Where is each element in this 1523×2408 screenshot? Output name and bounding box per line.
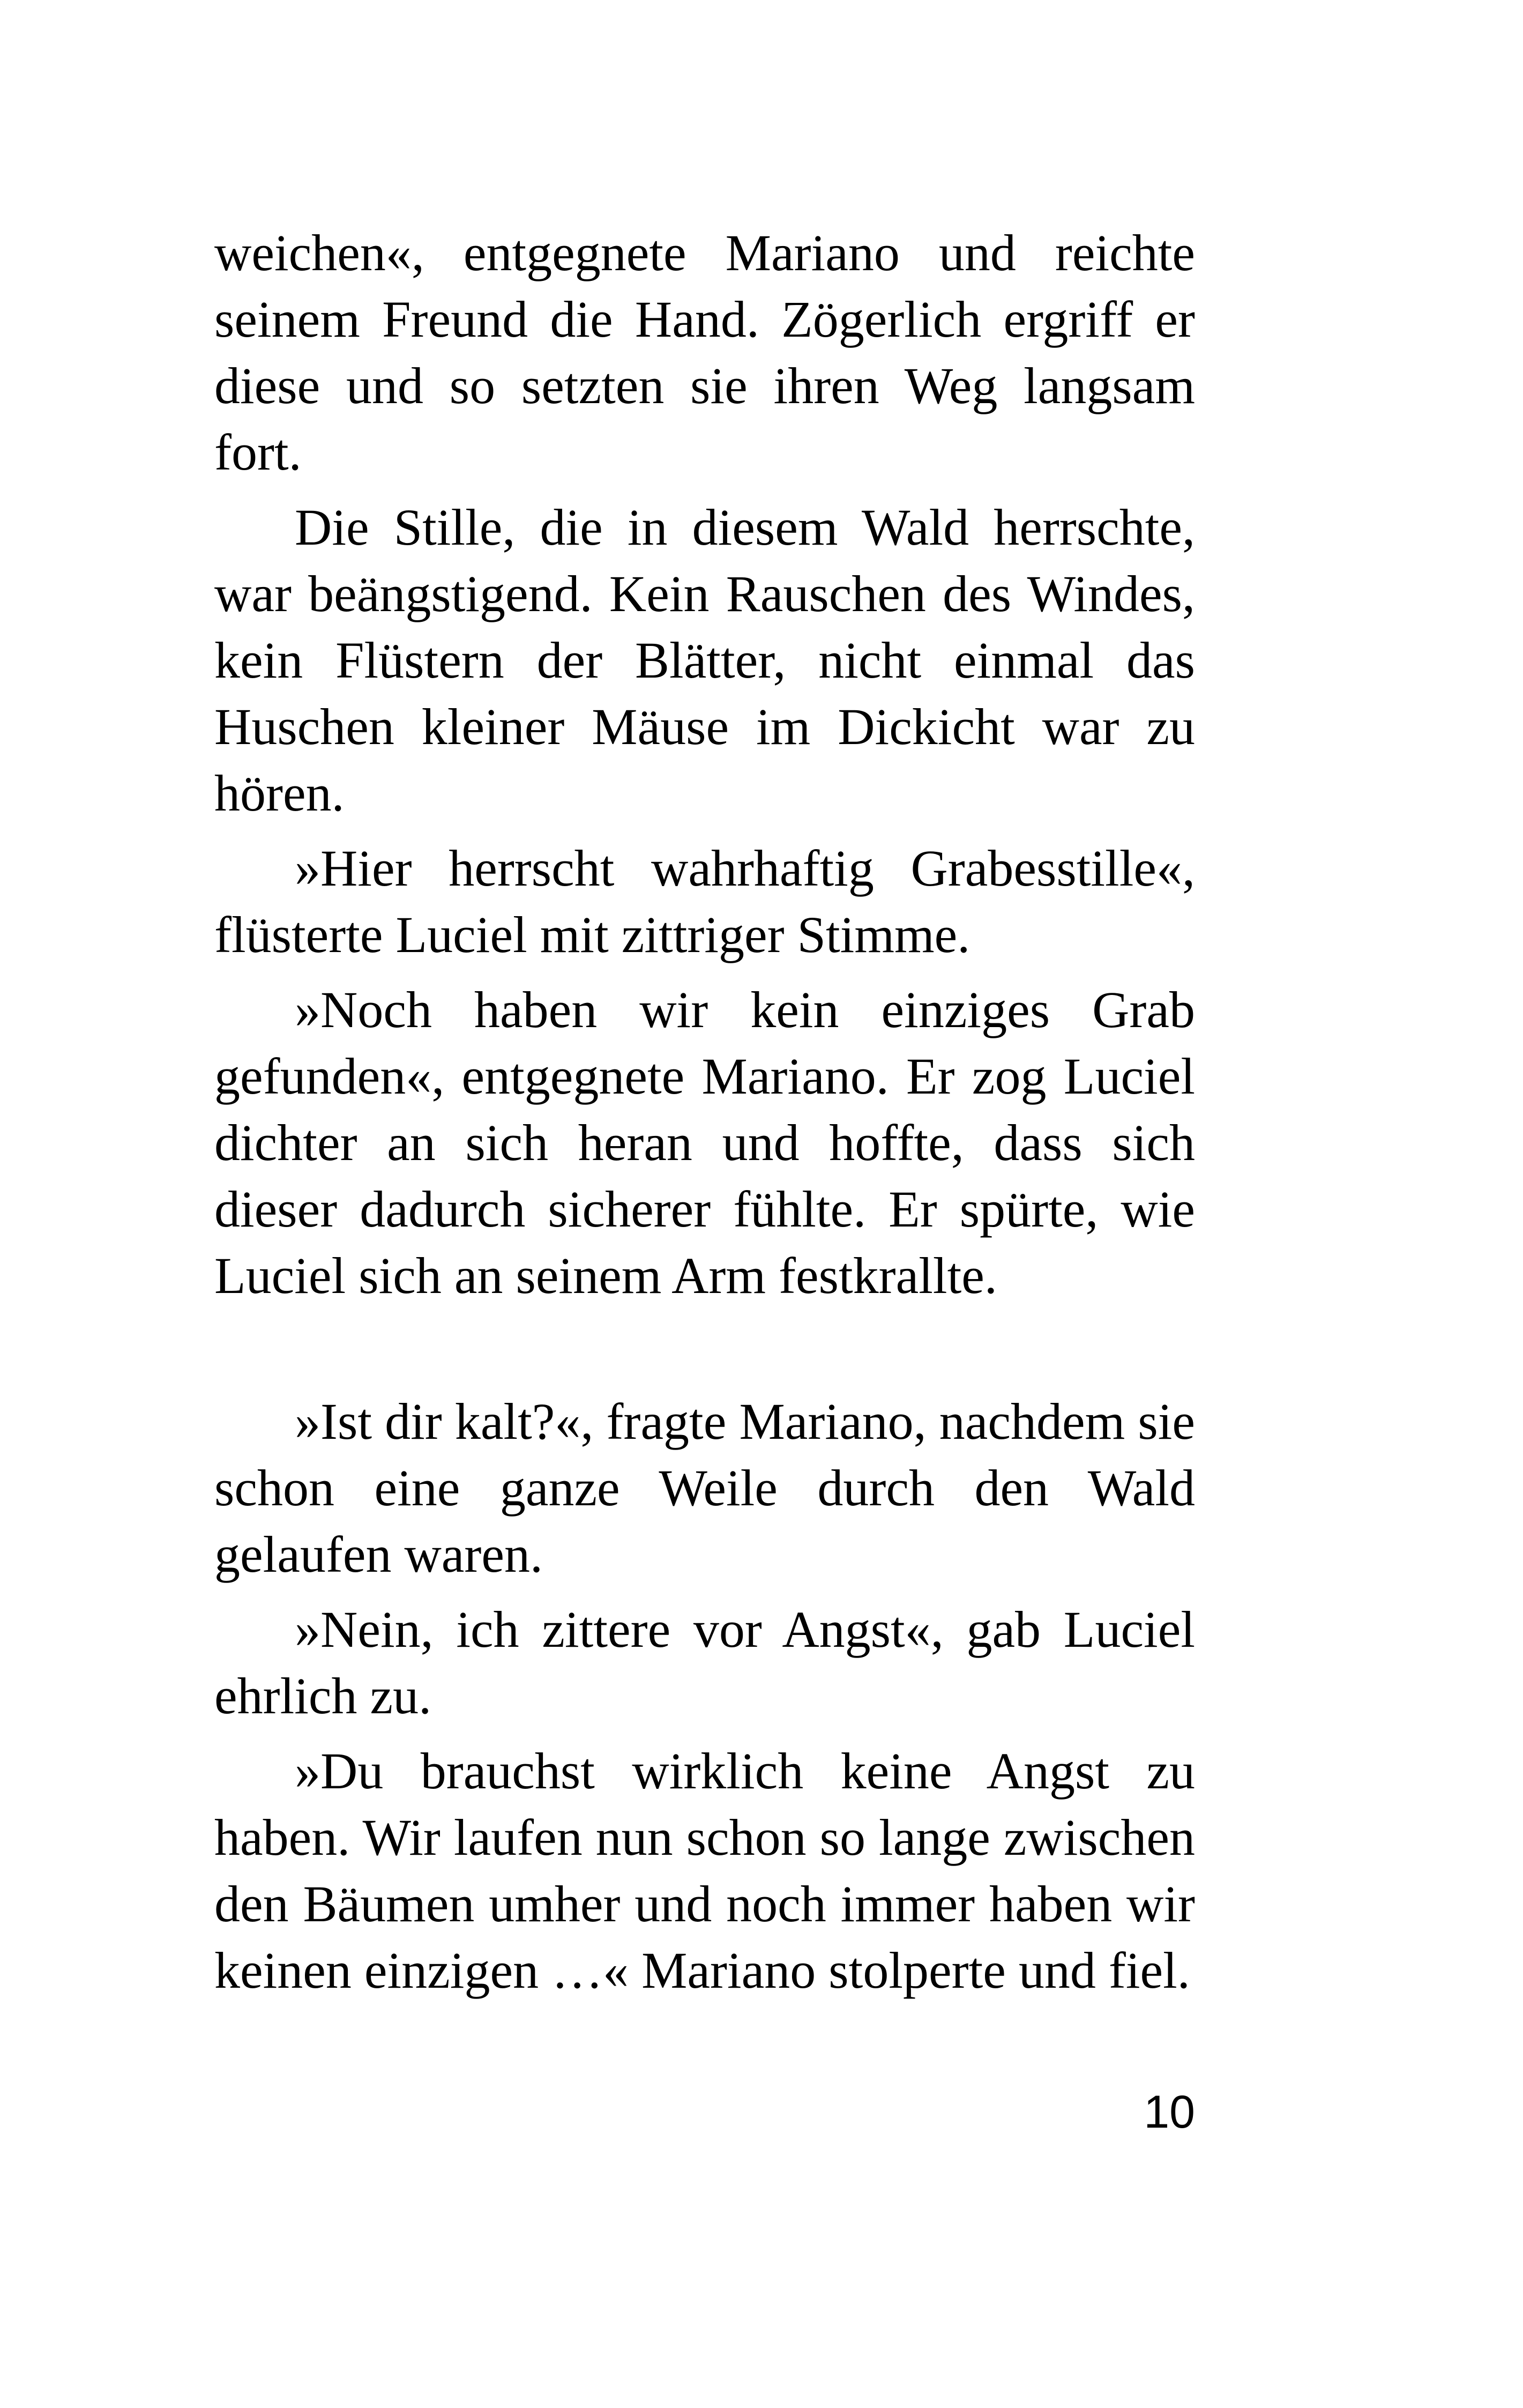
paragraph: »Ist dir kalt?«, fragte Mariano, nachdem sie schon eine ganze Weile durch den Wald gelaufen waren. (214, 1393, 1195, 1583)
paragraph: »Noch haben wir kein einziges Grab gefunden«, entgegnete Mariano. Er zog Luciel dichter an sich heran und hoffte, dass sich dieser dadurch sicherer fühlte. Er spürte, wie Luciel sich an seinem Arm festkrallte. (214, 981, 1195, 1304)
paragraph: Die Stille, die in diesem Wald herrschte, war beängstigend. Kein Rauschen des Windes, kein Flüstern der Blätter, nicht einmal das Huschen kleiner Mäuse im Dickicht war zu hören. (214, 499, 1195, 822)
body-text (214, 220, 1195, 2012)
paragraph: »Nein, ich zittere vor Angst«, gab Luciel ehrlich zu. (214, 1601, 1195, 1725)
paragraph: weichen«, entgegnete Mariano und reichte seinem Freund die Hand. Zögerlich ergriff er diese und so setzten sie ihren Weg langsam fort. (214, 224, 1195, 481)
page-number: 10 (1144, 2086, 1195, 2138)
paragraph: »Du brauchst wirklich keine Angst zu haben. Wir laufen nun schon so lange zwischen den Bäumen umher und noch immer haben wir keinen einzigen …« Mariano stolperte und fiel. (214, 1742, 1195, 1999)
paragraph: »Hier herrscht wahrhaftig Grabesstille«, flüsterte Luciel mit zittriger Stimme. (214, 839, 1195, 963)
